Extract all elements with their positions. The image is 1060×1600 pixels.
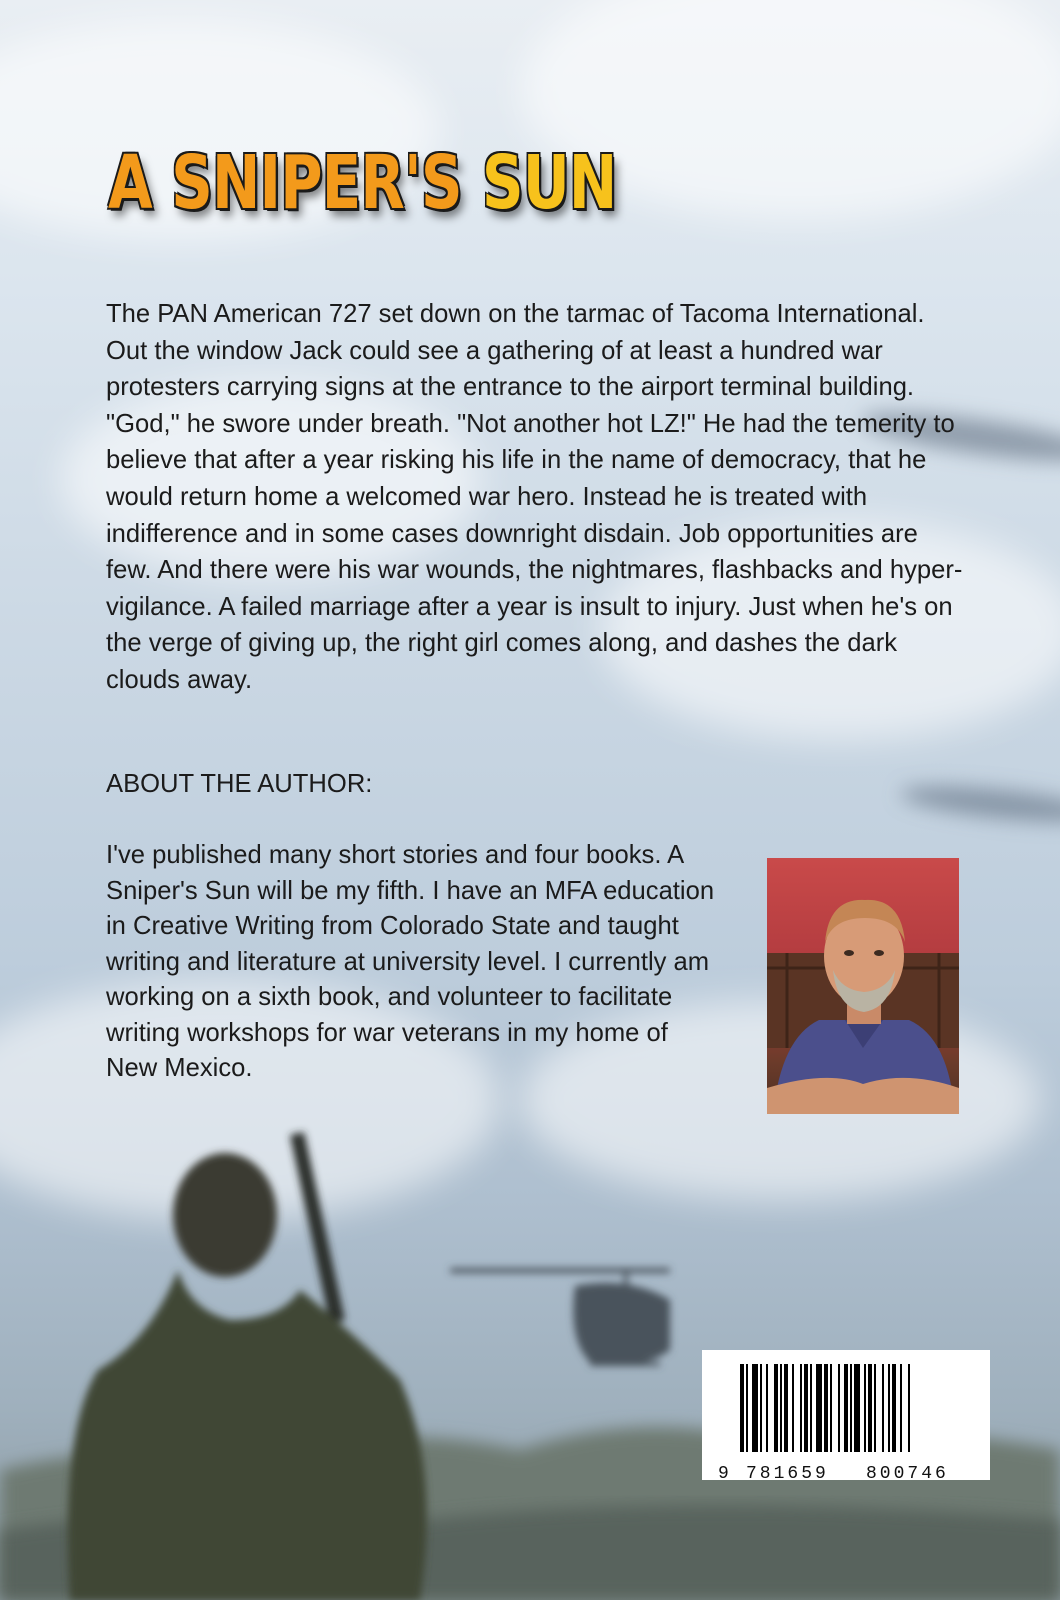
barcode-left-digits: 781659 [746,1464,829,1484]
barcode-bar [854,1364,860,1452]
about-author-heading: ABOUT THE AUTHOR: [106,770,373,798]
barcode-bar [888,1364,890,1452]
barcode [702,1350,990,1480]
barcode-bar [766,1364,768,1452]
barcode-bar [874,1364,876,1452]
barcode-bar [824,1364,828,1452]
barcode-bar [760,1364,762,1452]
author-photo [767,858,959,1114]
barcode-bar [784,1364,788,1452]
title-part-one: A SNIPER'S [108,140,462,226]
barcode-bar [830,1364,832,1452]
back-cover-blurb: The PAN American 727 set down on the tarmac of Tacoma International. Out the window Jack could see a gathering of at least a hundred war protesters carrying signs at the entrance to the airport terminal building. "God," he swore under breath. "Not another hot LZ!" He had the temerity to believe that after a year risking his life in the name of democracy, that he would return home a welcomed war hero. Instead he is treated with indifference and in some cases downright disdain. Job opportunities are few. And there were his war wounds, the nightmares, flashbacks and hyper-vigilance. A failed marriage after a year is insult to injury. Just when he's on the verge of giving up, the right girl comes along, and dashes the dark clouds away. [106,300,963,694]
title-part-two: SUN [482,140,617,226]
barcode-bar [816,1364,822,1452]
author-bio: I've published many short stories and four books. A Sniper's Sun will be my fifth. I have an MFA education in Creative Writing from Colorado State and taught writing and literature at university level. I currently am working on a sixth book, and volunteer to facilitate writing workshops for war veterans in my home of New Mexico. [106,841,715,1082]
barcode-bar [850,1364,852,1452]
soldier-silhouette [68,1132,427,1600]
barcode-bar [740,1364,744,1452]
barcode-bar [864,1364,866,1452]
barcode-bar [882,1364,884,1452]
barcode-bar [792,1364,794,1452]
barcode-bar [844,1364,848,1452]
barcode-bar [752,1364,758,1452]
barcode-bar [810,1364,812,1452]
barcode-bar [774,1364,778,1452]
barcode-bar [780,1364,782,1452]
barcode-bar [804,1364,808,1452]
barcode-bar [838,1364,840,1452]
barcode-bar [746,1364,748,1452]
barcode-bar [908,1364,910,1452]
barcode-right-digits: 800746 [866,1464,949,1484]
book-title [108,140,616,226]
barcode-bar [900,1364,902,1452]
barcode-bar [892,1364,896,1452]
barcode-bar [868,1364,872,1452]
barcode-bar [800,1364,802,1452]
barcode-bars [702,1350,990,1460]
helicopter-silhouette [450,1268,670,1366]
barcode-lead-digit: 9 [718,1464,729,1484]
